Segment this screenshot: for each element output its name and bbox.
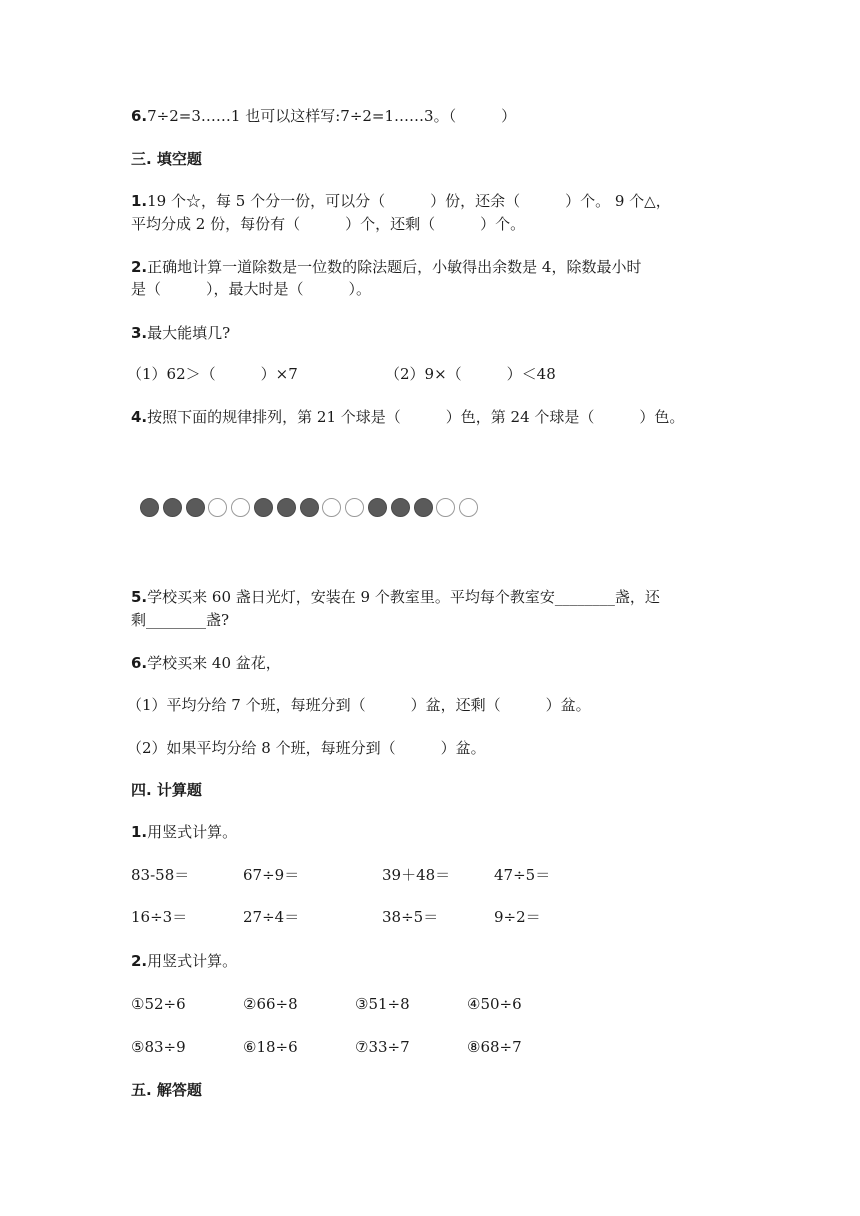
ball-dark [140, 498, 159, 517]
ball-light [208, 498, 227, 517]
fill-q1-line2: 平均分成 2 份，每份有（ ）个，还剩（ ）个。 [131, 215, 526, 233]
calc-item: 39＋48＝ [382, 866, 451, 884]
section-title-word-problems: 五. 解答题 [131, 1081, 202, 1099]
calc-item: 9÷2＝ [494, 908, 541, 926]
calc-item: 27÷4＝ [243, 908, 300, 926]
calc-item: 67÷9＝ [243, 866, 300, 884]
fill-q3-part2: （2）9×（ ）＜48 [385, 365, 556, 383]
question-text: 学校买来 40 盆花， [147, 654, 281, 672]
question-number: 3. [131, 324, 148, 342]
question-number: 4. [131, 408, 148, 426]
question-text: 按照下面的规律排列，第 21 个球是（ ）色，第 24 个球是（ ）色。 [147, 408, 685, 426]
question-number: 6. [131, 654, 148, 672]
calc-q1-text [131, 822, 237, 842]
section-title-fill-blank: 三. 填空题 [131, 150, 202, 168]
ball-light [345, 498, 364, 517]
fill-q5-line1 [131, 587, 660, 607]
calc-item: 38÷5＝ [382, 908, 439, 926]
ball-dark [414, 498, 433, 517]
calc-item: 16÷3＝ [131, 908, 188, 926]
calc-item: ②66÷8 [243, 995, 298, 1013]
ball-dark [186, 498, 205, 517]
calc-item: ④50÷6 [467, 995, 522, 1013]
prev-question-6 [131, 106, 516, 126]
question-text: 7÷2=3……1 也可以这样写:7÷2=1……3。（ ） [147, 107, 517, 125]
fill-q6-part1: （1）平均分给 7 个班，每班分到（ ）盆，还剩（ ）盆。 [127, 696, 591, 714]
ball-dark [163, 498, 182, 517]
question-number: 2. [131, 952, 148, 970]
fill-q2-line2: 是（ ），最大时是（ ）。 [131, 280, 372, 298]
calc-item: ⑦33÷7 [355, 1038, 410, 1056]
ball-light [436, 498, 455, 517]
calc-item: ⑥18÷6 [243, 1038, 298, 1056]
ball-light [322, 498, 341, 517]
calc-q2-text [131, 951, 237, 971]
fill-q4-text [131, 407, 684, 427]
calc-item: 83-58＝ [131, 866, 190, 884]
ball-dark [368, 498, 387, 517]
question-number: 1. [131, 192, 148, 210]
question-text: 用竖式计算。 [147, 823, 238, 841]
question-number: 1. [131, 823, 148, 841]
question-text: 最大能填几? [147, 324, 231, 342]
calc-item: 47÷5＝ [494, 866, 551, 884]
fill-q5-line2: 剩________盏? [131, 611, 230, 629]
calc-item: ③51÷8 [355, 995, 410, 1013]
question-number: 2. [131, 258, 148, 276]
ball-dark [391, 498, 410, 517]
question-number: 5. [131, 588, 148, 606]
calc-item: ①52÷6 [131, 995, 186, 1013]
question-number: 6. [131, 107, 148, 125]
fill-q6-text [131, 653, 281, 673]
fill-q6-part2: （2）如果平均分给 8 个班，每班分到（ ）盆。 [127, 739, 486, 757]
question-text: 用竖式计算。 [147, 952, 238, 970]
ball-dark [300, 498, 319, 517]
fill-q1-line1 [131, 191, 671, 211]
calc-item: ⑤83÷9 [131, 1038, 186, 1056]
ball-dark [254, 498, 273, 517]
calc-item: ⑧68÷7 [467, 1038, 522, 1056]
fill-q3-title [131, 323, 230, 343]
fill-q3-part1: （1）62＞（ ）×7 [127, 365, 298, 383]
ball-light [231, 498, 250, 517]
question-text: 学校买来 60 盏日光灯，安装在 9 个教室里。平均每个教室安________盏，还 [147, 588, 660, 606]
question-text: 19 个☆，每 5 个分一份，可以分（ ）份，还余（ ）个。 9 个△， [147, 192, 671, 210]
section-title-calculation: 四. 计算题 [131, 781, 202, 799]
ball-dark [277, 498, 296, 517]
ball-light [459, 498, 478, 517]
fill-q2-line1 [131, 257, 641, 277]
question-text: 正确地计算一道除数是一位数的除法题后，小敏得出余数是 4，除数最小时 [147, 258, 642, 276]
